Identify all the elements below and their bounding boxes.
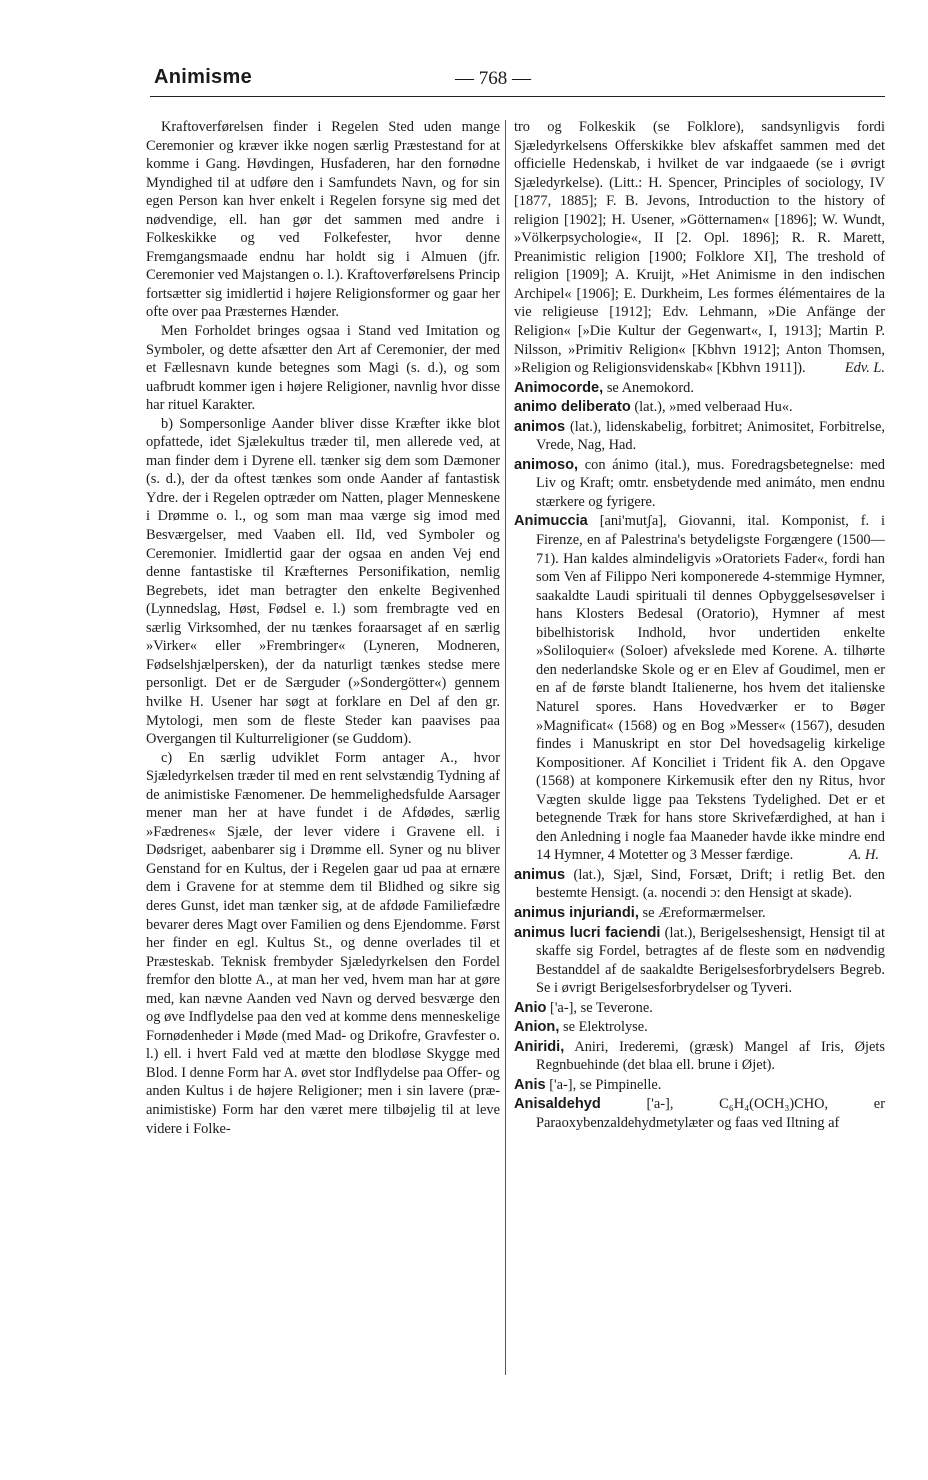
entry-headword: animus injuriandi, — [514, 904, 639, 921]
page-number: — 768 — — [455, 68, 531, 89]
continuation-paragraph — [514, 118, 885, 378]
entry-headword: animus — [514, 866, 566, 883]
entry-headword: animo deliberato — [514, 399, 631, 416]
column-divider — [505, 120, 506, 1375]
entry — [514, 1095, 885, 1132]
entry-headword: Anisaldehyd — [514, 1096, 601, 1113]
entry-text: (lat.), Sjæl, Sind, Forsæt, Drift; i retlig Bet. den bestemte Hensigt. (a. nocendi ɔ: den Hensigt at skade). — [536, 866, 885, 902]
entry — [514, 904, 885, 923]
entry-text: ['a-], se Teverone. — [550, 999, 653, 1016]
paragraph: b) Sompersonlige Aander bliver disse Kræfter ikke blot opfattede, idet Sjælekultus træder til, men allerede ved, at man finder dem i Dyrene ell. tænker sig dem som Dæmoner (s. d.), der da oftest tænkes som onde Aander af fantastisk Ydre. der i Regelen optræder om Natten, plager Menneskene i Drømme o. l., og som man maa værge sig imod med Besværgelser, med Vaaben ell. Ild, ved Symboler og Ceremonier. Imidlertid gaar der ogsaa en anden Vej end denne fantastiske til Kræfternes Personifikation, nemlig Begrebets, idet man betragter den enkelte Begivenhed (Lynnedslag, Høst, Fødsel e. l.) som frembragte ved en særlig Virksomhed, der nu tænkes foraarsaget af en særlig »Virker« eller »Frembringer« (Lyneren, Modneren, Fødselshjælpersken), der da naturligt tænkes stedse mere personligt. Det er de Særguder (»Sondergötter«) gennem hvilke H. Usener har søgt at forklare en Del af den gr. Mytologi, men som de fleste Steder kan paavises paa Overgangen til Kulturreligioner (se Guddom). — [146, 415, 500, 748]
entry-headword: animoso, — [514, 456, 579, 473]
entry-headword: Animuccia — [514, 513, 588, 530]
entry — [514, 999, 885, 1018]
entry-headword: Anion, — [514, 1019, 560, 1036]
entry-headword: Anis — [514, 1076, 546, 1093]
entry-text: Aniri, Irederemi, (græsk) Mangel af Iris, Øjets Regnbuehinde (det blaa ell. brune i Øjet). — [536, 1038, 885, 1074]
entry-text: ['a-], C₆H₄(OCH₃)CHO, er Paraoxybenzaldehydmetylæter og faas ved Iltning af — [536, 1096, 885, 1131]
paragraph: Kraftoverførelsen finder i Regelen Sted uden mange Ceremonier og kræver ikke nogen særlig Præstestand for at komme i Gang. Høvdingen, Husfaderen, har den fornødne Myndighed til at udføre den i Samfundets Navn, og for sin egen Person kan hver enkelt i Regelen forsyne sig med det nødvendige, ell. han gør det sammen med andre i Folkeskikke og ved Folkefester, hvor denne Fremgangsmaade endnu har holdt sig i Almuen (jfr. Ceremonier ved Majstangen o. l.). Kraftoverførelsens Princip fortsætter sig imidlertid i højere Religionsformer og gaar her ofte over paa Præsternes Hænder. — [146, 119, 500, 321]
entry-text: (lat.), lidenskabelig, forbitret; Animositet, Forbitrelse, Vrede, Nag, Had. — [536, 418, 885, 454]
entry-headword: Aniridi, — [514, 1038, 565, 1055]
author-signature: Edv. L. — [844, 360, 885, 377]
entry-headword: animos — [514, 418, 566, 435]
header-rule — [150, 96, 885, 97]
entry-text: se Anemokord. — [606, 379, 694, 396]
entry-text: con ánimo (ital.), mus. Foredragsbetegnelse: med Liv og Kraft; omtr. ensbetydende med animáto, men endnu stærkere og fyrigere. — [536, 456, 885, 510]
entry — [514, 1076, 885, 1095]
entry-text: (lat.), »med velberaad Hu«. — [634, 399, 793, 416]
entry-text: se Æreformærmelser. — [642, 904, 766, 921]
entry-text: [ani'mutʃa], Giovanni, ital. Komponist, f. i Firenze, en af Palestrina's betydeligste Forgængere (1500—71). Han kaldes almindeligvis »Oratoriets Fader«, fordi han som Ven af Filippo Neri komponerede 4-stemmige Hymner, saakaldte Laudi spirituali til dennes Opbyggelsesøvelser i hans Klosters Bedesal (Oratorio), Hymner af mest bibelhistorisk Indhold, hvor undertiden enkelte »Soliloquier« (Soloer) afveksledе med Korene. A. tilhørte den nederlandske Skole og er en Elev af Goudimel, men er en af de første blandt Italienerne, hos hvem det italienske Naturel spores. Hans Hovedværker er to Bøger »Magnificat« (1568) og en Bog »Messer« (1567), desuden findes i Manuskript en stor Del hovedsagelig kirkelige Kompositioner. Af Konciliet i Trident fik A. den Opgave (1568) at komponere Kirkemusik efter den ny Ritus, hvor Vægten skulde ligge paa Tekstens Tydelighed. Det er et betegnende Træk for hans store Skrivefærdighed, at han i den Anledning i nogle faa Maaneder havde ikke mindre end 14 Hymner, 4 Motetter og 3 Messer færdige. — [536, 513, 885, 864]
entry — [514, 1038, 885, 1075]
author-signature: A. H. — [849, 847, 879, 864]
paragraph: Men Forholdet bringes ogsaa i Stand ved Imitation og Symboler, og dette afsætter den Art af Ceremonier, der med et Fællesnavn kunde betegnes som Magi (s. d.), og som uafbrudt kommer igen i højere Religioner, navnlig hvor disse har rituel Karakter. — [146, 323, 500, 414]
entry-headword: Anio — [514, 999, 547, 1016]
entry-text: ['a-], se Pimpinelle. — [549, 1076, 662, 1093]
entry-headword: Animocorde, — [514, 379, 604, 396]
entry — [514, 1018, 885, 1037]
continuation-text: tro og Folkeskik (se Folklore), sandsynligvis fordi Sjæledyrkelsens Offerskikke blev afskaffet sammen med det officielle Hedenskab, i hvilket de var indgaaede (se i øvrigt Sjæledyrkelse). (Litt.: H. Spencer, Principles of sociology, IV [1877, 1885]; F. B. Jevons, Introduction to the history of religion [1902]; H. Usener, »Götternamen« [1896]; W. Wundt, »Völkerpsychologie«, II [2. Opl. 1896]; R. R. Marett, Preanimistic religion [1900; Folklore XI], The treshold of religion [1909]; A. Kruijt, »Het Animisme in den indischen Archipel« [1906]; E. Durkheim, Les formes élémentaires de la vie religieuse [1912]; Edv. Lehmann, »Die Anfänge der Religion« [»Die Kultur der Gegenwart«, I, 1913]; Martin P. Nilsson, »Primitiv Religion« [Kbhvn 1912]; Anton Thomsen, »Religion og Religionsvidenskab« [Kbhvn 1911]). — [514, 119, 885, 377]
entry-text: se Elektrolyse. — [563, 1019, 648, 1036]
entry-headword: animus lucri faciendi — [514, 924, 661, 941]
entry — [514, 418, 885, 455]
left-column — [146, 118, 500, 1138]
entry — [514, 924, 885, 998]
paragraph: c) En særlig udviklet Form antager A., hvor Sjæledyrkelsen træder til med en rent selvstændig Tydning af de animistiske Fænomener. De hemmelighedsfulde Aarsager mener man her at have fundet i de Afdødes, særlig »Fædrenes« Sjæle, der lever videre i Gravene ell. i Dødsriget, aabenbarer sig i Drømme ell. Syner og nu bliver Genstand for en Kultus, der i Regelen gaar ud paa at ernære dem i Gravene for at stemme dem til Blidhed og sikre sig deres Gunst, idet man tænker sig, at de afdøde Familiefædre bevarer deres Magt over Familien og dens Ejendomme. Først her finder en egl. Kultus St., og denne overlades til et Præsteskab. Teknisk frembyder Sjæledyrkelsen den Fordel fremfor den blotte A., at man her ved, hvem man har at gøre med, kan nævne Aanden ved Navn og derved besværge den og øve Indflydelse paa den ved at komme dens menneskelige Fornødenheder i Møde (med Mad- og Drikofre, Gravfester o. l.) ell. i hvert Fald ved at mætte den blodløse Skygge med Blod. I denne Form har A. øvet stor Indflydelse paa Offer- og anden Kultus i de højere Religioner; men i sin lavere (præ-animistiske) Form har den været mere tilbøjelig til at leve videre i Folke- — [146, 749, 500, 1137]
entry-text: (lat.), Berigelseshensigt, Hensigt til at skaffe sig Fordel, betragtes af de fleste som en nødvendig Bestanddel af de saakaldte Berigelsesforbrydelsers Begreb. Se i øvrigt Berigelsesforbrydelser og Tyveri. — [536, 924, 885, 997]
entry — [514, 398, 885, 417]
running-head-word: Animisme — [154, 66, 252, 88]
entry — [514, 512, 885, 864]
entry — [514, 456, 885, 512]
page-header — [150, 66, 885, 102]
right-column — [514, 118, 885, 1133]
entry — [514, 866, 885, 903]
entry — [514, 379, 885, 398]
